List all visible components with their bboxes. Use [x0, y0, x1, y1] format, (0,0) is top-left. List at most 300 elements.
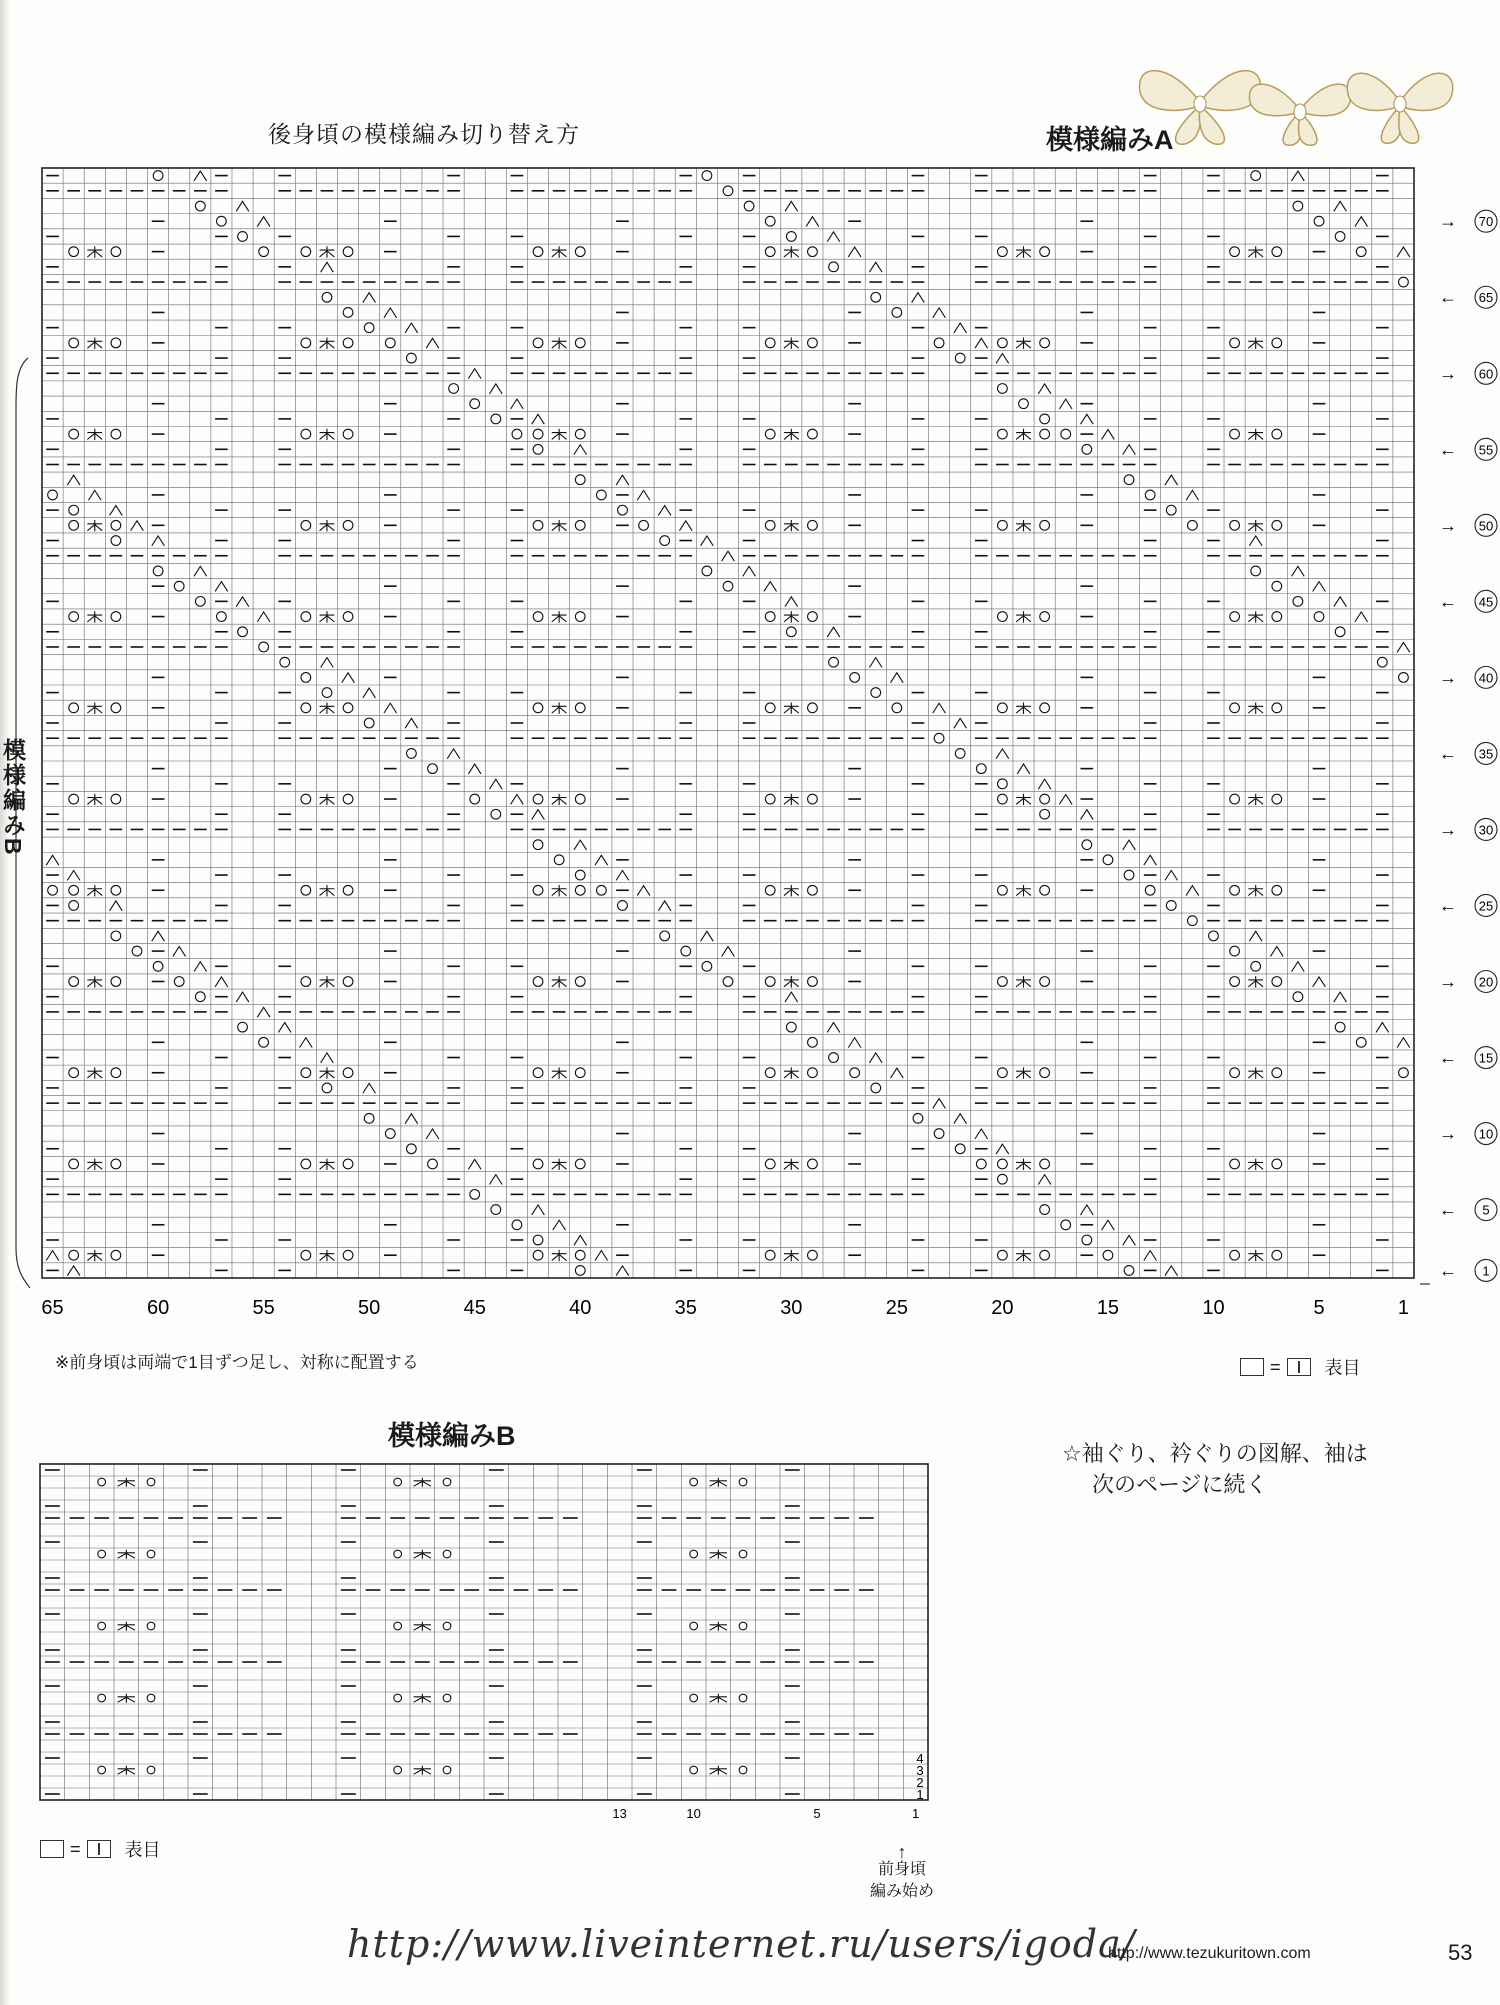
row-label [1439, 590, 1497, 612]
decrease-symbol [1292, 566, 1305, 576]
yarn-over-symbol [301, 1068, 311, 1078]
double-decrease-symbol [1016, 246, 1031, 257]
yarn-over-symbol [147, 1694, 155, 1702]
decrease-symbol [954, 323, 967, 333]
yarn-over-symbol [829, 1053, 839, 1063]
double-decrease-symbol [320, 976, 335, 987]
double-decrease-symbol [784, 1159, 799, 1170]
decrease-symbol [785, 597, 798, 607]
decrease-symbol [616, 1266, 629, 1276]
empty-square-icon [1240, 1358, 1264, 1376]
yarn-over-symbol [443, 1478, 451, 1486]
yarn-over-symbol [934, 338, 944, 348]
yarn-over-symbol [195, 201, 205, 211]
double-decrease-symbol [118, 1766, 135, 1775]
decrease-symbol [806, 217, 819, 227]
double-decrease-symbol [1016, 1159, 1031, 1170]
row-direction-arrow: → [1439, 667, 1457, 688]
decrease-symbol [152, 536, 165, 546]
row-label [1439, 742, 1497, 764]
yarn-over-symbol [575, 612, 585, 622]
yarn-over-symbol [1145, 885, 1155, 895]
double-decrease-symbol [87, 338, 102, 349]
decrease-symbol [891, 1068, 904, 1078]
decrease-symbol [954, 1114, 967, 1124]
double-decrease-symbol [1248, 611, 1263, 622]
yarn-over-symbol [808, 885, 818, 895]
decrease-symbol [46, 1251, 59, 1261]
yarn-over-symbol [998, 1250, 1008, 1260]
yarn-over-symbol [575, 703, 585, 713]
yarn-over-symbol [1103, 1250, 1113, 1260]
row-label [1439, 1123, 1497, 1145]
yarn-over-symbol [69, 1250, 79, 1260]
decrease-symbol [1080, 1205, 1093, 1215]
double-decrease-symbol [118, 1478, 135, 1487]
yarn-over-symbol [1124, 1266, 1134, 1276]
yarn-over-symbol [1230, 429, 1240, 439]
double-decrease-symbol [1248, 1250, 1263, 1261]
yarn-over-symbol [111, 1250, 121, 1260]
decrease-symbol [257, 1007, 270, 1017]
decrease-symbol [194, 566, 207, 576]
yarn-over-symbol [238, 1022, 248, 1032]
double-decrease-symbol [320, 1159, 335, 1170]
row-label [1439, 286, 1497, 308]
decrease-symbol [679, 521, 692, 531]
yarn-over-symbol [301, 673, 311, 683]
yarn-over-symbol [1188, 520, 1198, 530]
yarn-over-symbol [1335, 1022, 1345, 1032]
double-decrease-symbol [320, 794, 335, 805]
yarn-over-symbol [1251, 566, 1261, 576]
double-decrease-symbol [710, 1550, 727, 1559]
double-decrease-symbol [87, 1250, 102, 1261]
chart-a-title: 模様編みA [1046, 125, 1174, 155]
double-decrease-symbol [1016, 885, 1031, 896]
chart-a-legend [1240, 1354, 1361, 1380]
yarn-over-symbol [111, 703, 121, 713]
yarn-over-symbol [998, 977, 1008, 987]
yarn-over-symbol [575, 338, 585, 348]
decrease-symbol [1165, 870, 1178, 880]
row-number: 45 [1478, 594, 1494, 610]
column-label: 5 [1313, 1297, 1325, 1319]
yarn-over-symbol [723, 977, 733, 987]
decrease-symbol [194, 962, 207, 972]
row-number: 50 [1478, 518, 1494, 534]
double-decrease-symbol [710, 1766, 727, 1775]
yarn-over-symbol [301, 429, 311, 439]
yarn-over-symbol [739, 1478, 747, 1486]
yarn-over-symbol [428, 1159, 438, 1169]
decrease-symbol [1397, 1038, 1410, 1048]
double-decrease-symbol [784, 246, 799, 257]
yarn-over-symbol [259, 247, 269, 257]
chart-b-grid [0, 1440, 960, 1840]
yarn-over-symbol [111, 429, 121, 439]
double-decrease-symbol [784, 976, 799, 987]
decrease-symbol [722, 947, 735, 957]
double-decrease-symbol [87, 246, 102, 257]
yarn-over-symbol [998, 338, 1008, 348]
yarn-over-symbol [111, 1068, 121, 1078]
decrease-symbol [574, 1235, 587, 1245]
decrease-symbol [848, 1038, 861, 1048]
yarn-over-symbol [808, 612, 818, 622]
decrease-symbol [1313, 977, 1326, 987]
yarn-over-symbol [1230, 1250, 1240, 1260]
yarn-over-symbol [1230, 703, 1240, 713]
double-decrease-symbol [552, 1067, 567, 1078]
double-decrease-symbol [784, 520, 799, 531]
decrease-symbol [1038, 384, 1051, 394]
yarn-over-symbol [575, 429, 585, 439]
row-direction-arrow: → [1439, 971, 1457, 992]
chart-a-column-labels [41, 1284, 1430, 1319]
yarn-over-symbol [765, 520, 775, 530]
double-decrease-symbol [552, 976, 567, 987]
double-decrease-symbol [552, 702, 567, 713]
double-decrease-symbol [710, 1622, 727, 1631]
yarn-over-symbol [111, 794, 121, 804]
double-decrease-symbol [784, 338, 799, 349]
decrease-symbol [658, 506, 671, 516]
decrease-symbol [1292, 171, 1305, 181]
yarn-over-symbol [1082, 444, 1092, 454]
double-decrease-symbol [414, 1694, 431, 1703]
yarn-over-symbol [407, 1144, 417, 1154]
row-number: 40 [1478, 670, 1494, 686]
decrease-symbol [300, 1038, 313, 1048]
knit-stitch-icon [1287, 1358, 1311, 1376]
row-number: 1 [1482, 1263, 1490, 1279]
double-decrease-symbol [552, 246, 567, 257]
yarn-over-symbol [723, 581, 733, 591]
double-decrease-symbol [414, 1766, 431, 1775]
decrease-symbol [975, 338, 988, 348]
decrease-symbol [869, 658, 882, 668]
yarn-over-symbol [739, 1550, 747, 1558]
decrease-symbol [743, 566, 756, 576]
yarn-over-symbol [1040, 1205, 1050, 1215]
double-decrease-symbol [320, 885, 335, 896]
yarn-over-symbol [618, 505, 628, 515]
yarn-over-symbol [690, 1622, 698, 1630]
legend-equals: = [70, 1838, 81, 1859]
yarn-over-symbol [69, 1159, 79, 1169]
decrease-symbol [532, 810, 545, 820]
double-decrease-symbol [87, 611, 102, 622]
double-decrease-symbol [414, 1550, 431, 1559]
yarn-over-symbol [512, 429, 522, 439]
yarn-over-symbol [808, 429, 818, 439]
decrease-symbol [468, 1159, 481, 1169]
yarn-over-symbol [618, 901, 628, 911]
decrease-symbol [1292, 962, 1305, 972]
row-direction-arrow: → [1439, 211, 1457, 232]
yarn-over-symbol [765, 429, 775, 439]
yarn-over-symbol [1230, 885, 1240, 895]
decrease-symbol [701, 536, 714, 546]
yarn-over-symbol [533, 338, 543, 348]
yarn-over-symbol [69, 794, 79, 804]
row-number: 20 [1478, 974, 1494, 990]
column-label: 5 [813, 1806, 821, 1821]
decrease-symbol [785, 992, 798, 1002]
yarn-over-symbol [660, 931, 670, 941]
decrease-symbol [996, 749, 1009, 759]
yarn-over-symbol [322, 1083, 332, 1093]
yarn-over-symbol [575, 520, 585, 530]
yarn-over-symbol [111, 931, 121, 941]
yarn-over-symbol [1040, 1250, 1050, 1260]
page-number: 53 [1448, 1940, 1473, 1965]
yarn-over-symbol [765, 977, 775, 987]
row-number: 30 [1478, 822, 1494, 838]
yarn-over-symbol [1040, 247, 1050, 257]
yarn-over-symbol [1040, 885, 1050, 895]
double-decrease-symbol [320, 1067, 335, 1078]
decrease-symbol [1355, 612, 1368, 622]
yarn-over-symbol [69, 901, 79, 911]
yarn-over-symbol [533, 1250, 543, 1260]
yarn-over-symbol [69, 520, 79, 530]
yarn-over-symbol [998, 794, 1008, 804]
yarn-over-symbol [98, 1478, 106, 1486]
yarn-over-symbol [512, 1220, 522, 1230]
yarn-over-symbol [364, 1113, 374, 1123]
yarn-over-symbol [1082, 1235, 1092, 1245]
double-decrease-symbol [552, 1159, 567, 1170]
continue-note [1062, 1438, 1462, 1500]
double-decrease-symbol [118, 1550, 135, 1559]
yarn-over-symbol [491, 809, 501, 819]
yarn-over-symbol [343, 703, 353, 713]
yarn-over-symbol [301, 338, 311, 348]
yarn-over-symbol [533, 520, 543, 530]
row-label [1439, 438, 1497, 460]
row-direction-arrow: ← [1439, 743, 1457, 764]
grid-lines [40, 1464, 928, 1800]
decrease-symbol [278, 1023, 291, 1033]
yarn-over-symbol [174, 977, 184, 987]
column-label: 65 [41, 1297, 64, 1319]
yarn-over-symbol [808, 338, 818, 348]
decrease-symbol [1059, 399, 1072, 409]
yarn-over-symbol [533, 1159, 543, 1169]
continue-note-line1: ☆袖ぐり、衿ぐりの図解、袖は [1062, 1441, 1368, 1466]
yarn-over-symbol [596, 490, 606, 500]
yarn-over-symbol [153, 961, 163, 971]
decrease-symbol [67, 1266, 80, 1276]
decrease-symbol [489, 779, 502, 789]
decrease-symbol [384, 703, 397, 713]
yarn-over-symbol [111, 247, 121, 257]
yarn-over-symbol [1377, 657, 1387, 667]
yarn-over-symbol [153, 171, 163, 181]
decrease-symbol [1334, 201, 1347, 211]
row-number: 55 [1478, 442, 1494, 458]
decrease-symbol [215, 977, 228, 987]
yarn-over-symbol [322, 292, 332, 302]
double-decrease-symbol [87, 1067, 102, 1078]
double-decrease-symbol [552, 520, 567, 531]
double-decrease-symbol [87, 1159, 102, 1170]
row-direction-arrow: → [1439, 1123, 1457, 1144]
column-label: 60 [146, 1297, 170, 1319]
yarn-over-symbol [955, 353, 965, 363]
row-label [1439, 362, 1497, 384]
decrease-symbol [1017, 764, 1030, 774]
decrease-symbol [1102, 1220, 1115, 1230]
decrease-symbol [152, 931, 165, 941]
yarn-over-symbol [1230, 247, 1240, 257]
decrease-symbol [1165, 1266, 1178, 1276]
yarn-over-symbol [871, 688, 881, 698]
decrease-symbol [785, 201, 798, 211]
chart-a-row-labels [1439, 210, 1497, 1281]
start-arrow-icon: ↑ [897, 1842, 907, 1862]
chart-b-cells [40, 1464, 928, 1800]
yarn-over-symbol [1040, 414, 1050, 424]
yarn-over-symbol [343, 308, 353, 318]
yarn-over-symbol [1356, 247, 1366, 257]
yarn-over-symbol [765, 1068, 775, 1078]
decrease-symbol [616, 475, 629, 485]
yarn-over-symbol [892, 308, 902, 318]
legend-text: 表目 [124, 1840, 161, 1860]
double-decrease-symbol [320, 611, 335, 622]
yarn-over-symbol [533, 840, 543, 850]
yarn-over-symbol [533, 885, 543, 895]
publisher-url: http://www.tezukuritown.com [1108, 1945, 1311, 1962]
decrease-symbol [426, 1129, 439, 1139]
double-decrease-symbol [320, 702, 335, 713]
front-body-start-note [860, 1842, 944, 1903]
double-decrease-symbol [320, 338, 335, 349]
decrease-symbol [1355, 217, 1368, 227]
decrease-symbol [363, 688, 376, 698]
double-decrease-symbol [1248, 885, 1263, 896]
yarn-over-symbol [111, 612, 121, 622]
yarn-over-symbol [998, 1068, 1008, 1078]
double-decrease-symbol [118, 1622, 135, 1631]
double-decrease-symbol [784, 611, 799, 622]
yarn-over-symbol [343, 1250, 353, 1260]
yarn-over-symbol [765, 612, 775, 622]
double-decrease-symbol [1016, 1067, 1031, 1078]
decrease-symbol [595, 1251, 608, 1261]
yarn-over-symbol [1272, 581, 1282, 591]
yarn-over-symbol [280, 657, 290, 667]
yarn-over-symbol [1314, 216, 1324, 226]
yarn-over-symbol [533, 612, 543, 622]
decrease-symbol [933, 308, 946, 318]
yarn-over-symbol [111, 1159, 121, 1169]
decrease-symbol [468, 764, 481, 774]
yarn-over-symbol [111, 885, 121, 895]
yarn-over-symbol [808, 977, 818, 987]
yarn-over-symbol [1040, 1159, 1050, 1169]
double-decrease-symbol [1248, 520, 1263, 531]
yarn-over-symbol [1103, 855, 1113, 865]
decrease-symbol [405, 323, 418, 333]
yarn-over-symbol [1272, 520, 1282, 530]
row-direction-arrow: ← [1439, 1199, 1457, 1220]
yarn-over-symbol [1356, 1037, 1366, 1047]
decrease-symbol [869, 1053, 882, 1063]
decrease-symbol [110, 506, 123, 516]
yarn-over-symbol [147, 1478, 155, 1486]
row-label: 1 [916, 1787, 924, 1802]
decrease-symbol [236, 201, 249, 211]
yarn-over-symbol [1061, 1220, 1071, 1230]
decrease-symbol [511, 399, 524, 409]
yarn-over-symbol [1124, 870, 1134, 880]
yarn-over-symbol [364, 323, 374, 333]
decrease-symbol [1080, 810, 1093, 820]
double-decrease-symbol [784, 794, 799, 805]
yarn-over-symbol [1399, 277, 1409, 287]
yarn-over-symbol [449, 384, 459, 394]
yarn-over-symbol [443, 1694, 451, 1702]
yarn-over-symbol [343, 1068, 353, 1078]
yarn-over-symbol [765, 338, 775, 348]
decrease-symbol [426, 338, 439, 348]
yarn-over-symbol [892, 703, 902, 713]
double-decrease-symbol [1248, 1067, 1263, 1078]
yarn-over-symbol [955, 1144, 965, 1154]
column-label: 25 [885, 1297, 908, 1319]
double-decrease-symbol [1016, 702, 1031, 713]
double-decrease-symbol [784, 1067, 799, 1078]
decrease-symbol [1144, 1251, 1157, 1261]
yarn-over-symbol [871, 1083, 881, 1093]
back-body-pattern-title: 後身頃の模様編み切り替え方 [268, 121, 580, 147]
pattern-b-side-label: 模様編みB [0, 738, 26, 857]
yarn-over-symbol [1230, 794, 1240, 804]
decrease-symbol [637, 886, 650, 896]
double-decrease-symbol [118, 1694, 135, 1703]
yarn-over-symbol [1040, 1068, 1050, 1078]
yarn-over-symbol [69, 703, 79, 713]
double-decrease-symbol [1248, 794, 1263, 805]
yarn-over-symbol [998, 703, 1008, 713]
yarn-over-symbol [343, 520, 353, 530]
yarn-over-symbol [1293, 596, 1303, 606]
decrease-symbol [1334, 992, 1347, 1002]
double-decrease-symbol [414, 1478, 431, 1487]
yarn-over-symbol [690, 1550, 698, 1558]
yarn-over-symbol [575, 794, 585, 804]
yarn-over-symbol [786, 1022, 796, 1032]
start-note-line1: 前身頃 [877, 1861, 926, 1878]
yarn-over-symbol [1166, 505, 1176, 515]
yarn-over-symbol [1335, 232, 1345, 242]
yarn-over-symbol [470, 794, 480, 804]
yarn-over-symbol [829, 657, 839, 667]
yarn-over-symbol [1293, 201, 1303, 211]
decrease-symbol [1249, 931, 1262, 941]
yarn-over-symbol [808, 703, 818, 713]
yarn-over-symbol [428, 764, 438, 774]
decrease-symbol [996, 354, 1009, 364]
yarn-over-symbol [147, 1622, 155, 1630]
yarn-over-symbol [1209, 931, 1219, 941]
column-label: 15 [1096, 1297, 1120, 1319]
decrease-symbol [1313, 582, 1326, 592]
